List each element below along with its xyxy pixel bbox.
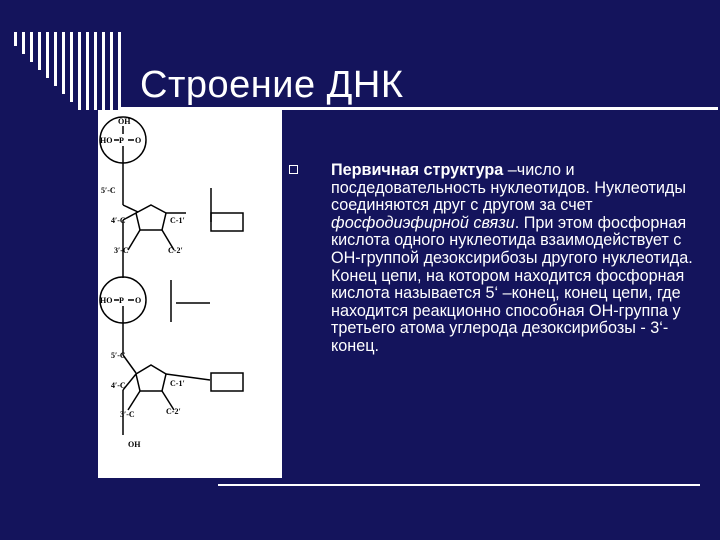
- label-p-top: P: [119, 136, 124, 145]
- label-c4-top: 4′-C: [111, 216, 126, 225]
- term-primary-structure: Первичная структура: [331, 161, 504, 179]
- label-ho-mid: HO: [100, 296, 113, 305]
- label-p-mid: P: [119, 296, 124, 305]
- dna-structure-figure: [98, 110, 282, 478]
- label-c2-bottom: C-2′: [166, 407, 181, 416]
- paragraph-text-1: –число и посдедовательность нуклеотидов. Нуклеотиды соединяются друг с другом за счет: [331, 161, 686, 215]
- label-c1-top: C-1′: [170, 216, 185, 225]
- paragraph-text-2: . При этом фосфорная кислота одного нуклеотида взаимодействует с ОН-группой дезоксирибозы другого нуклеотида. Конец цепи, на котором находится фосфорная кислота называется 5‘ –конец, конец цепи, где находится реакционно способная ОН-группа у третьего атома углерода дезоксирибозы - 3‘-конец.: [331, 213, 693, 355]
- label-c1-bottom: C-1′: [170, 379, 185, 388]
- label-c5-top: 5′-C: [101, 186, 116, 195]
- label-c4-bottom: 4′-C: [111, 381, 126, 390]
- label-oh-top: OH: [118, 117, 131, 126]
- slide-content: [308, 162, 696, 356]
- label-c2-top: C-2′: [168, 246, 183, 255]
- term-phosphodiester-bond: фосфодиэфирной связи: [331, 213, 515, 232]
- label-o-top: O: [135, 136, 142, 145]
- label-c3-bottom: 3′-C: [120, 410, 135, 419]
- label-c5-bottom: 5′-C: [111, 351, 126, 360]
- primary-structure-paragraph: [308, 162, 696, 356]
- slide-title: Строение ДНК: [140, 64, 404, 106]
- hollow-square-bullet-icon: [289, 165, 298, 174]
- decorative-bars: [14, 32, 124, 112]
- label-c3-top: 3′-C: [114, 246, 129, 255]
- decorative-bottom-line: [218, 484, 700, 486]
- label-o-mid: O: [135, 296, 142, 305]
- label-ho-top: HO: [100, 136, 113, 145]
- label-oh-bottom: OH: [128, 440, 141, 449]
- decorative-vertical-line: [118, 32, 121, 110]
